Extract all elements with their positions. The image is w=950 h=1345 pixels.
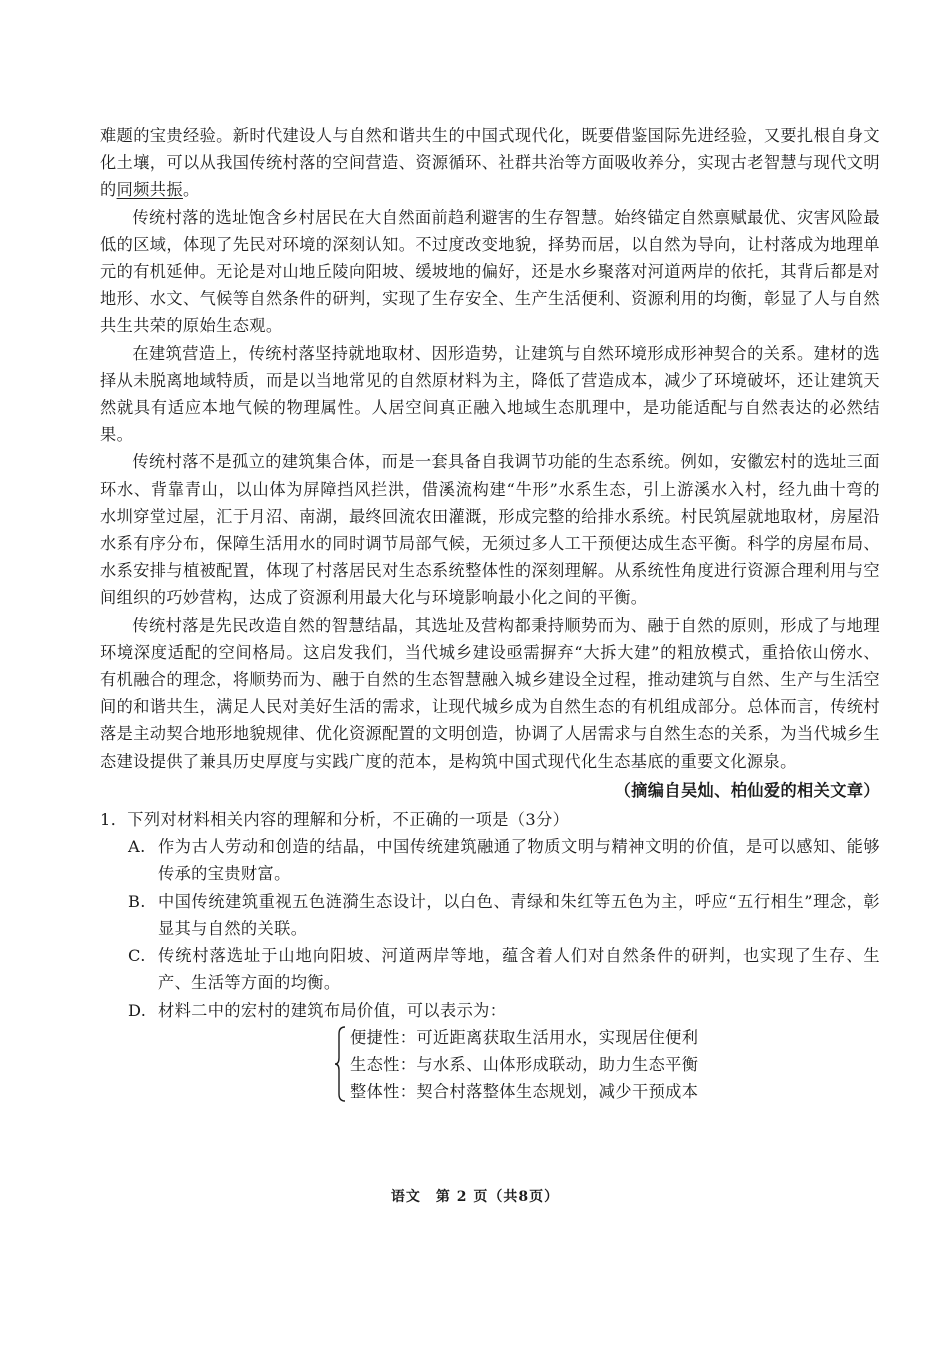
underlined-term: 同频共振 — [116, 180, 183, 200]
paragraph-0 — [100, 122, 880, 204]
brace-item-convenience: 便捷性：可近距离获取生活用水，实现居住便利 — [350, 1027, 699, 1047]
option-c-label: C. — [128, 946, 146, 966]
source-citation: （摘编自吴灿、柏仙爱的相关文章） — [614, 780, 880, 800]
brace-item-integrity: 整体性：契合村落整体生态规划，减少干预成本 — [350, 1082, 699, 1102]
option-a-label: A. — [128, 837, 146, 857]
option-a — [100, 833, 880, 887]
paragraph-3: 传统村落不是孤立的建筑集合体，而是一套具备自我调节功能的生态系统。例如，安徽宏村的选址三面环水、背靠青山，以山体为屏障挡风拦洪，借溪流构建“牛形”水系生态，引上游溪水入村，经九曲十弯的水圳穿堂过屋，汇于月沼、南湖，最终回流农田灌溉，形成完整的给排水系统。村民筑屋就地取材，房屋沿水系有序分布，保障生活用水的同时调节局部气候，无须过多人工干预便达成生态平衡。科学的房屋布局、水系安排与植被配置，体现了村落居民对生态系统整体性的深刻理解。从系统性角度进行资源合理利用与空间组织的巧妙营构，达成了资源利用最大化与环境影响最小化之间的平衡。 — [100, 452, 880, 608]
option-d — [100, 997, 880, 1024]
paragraph-0-end: 。 — [182, 180, 200, 200]
option-b — [100, 888, 880, 942]
paragraph-0-text: 难题的宝贵经验。新时代建设人与自然和谐共生的中国式现代化，既要借鉴国际先进经验，又要扎根自身文化土壤，可以从我国传统村落的空间营造、资源循环、社群共治等方面吸收养分，实现古老智慧与现代文明的 — [100, 126, 880, 200]
option-c-text: 传统村落选址于山地向阳坡、河道两岸等地，蕴含着人们对自然条件的研判，也实现了生存、生产、生活等方面的均衡。 — [158, 946, 880, 993]
option-c — [100, 942, 880, 996]
brace-item-ecology: 生态性：与水系、山体形成联动，助力生态平衡 — [350, 1054, 699, 1074]
option-b-label: B. — [128, 891, 146, 911]
page-footer: 语文 第 2 页（共8页） — [390, 1189, 560, 1205]
curly-brace-icon — [334, 1026, 346, 1102]
option-d-text: 材料二中的宏村的建筑布局价值，可以表示为： — [158, 1000, 507, 1020]
paragraph-4: 传统村落是先民改造自然的智慧结晶，其选址及营构都秉持顺势而为、融于自然的原则，形成了与地理环境深度适配的空间格局。这启发我们，当代城乡建设亟需摒弃“大拆大建”的粗放模式，重拾依山傍水、有机融合的理念，将顺势而为、融于自然的生态智慧融入城乡建设全过程，推动建筑与自然、生产与生活空间的和谐共生，满足人民对美好生活的需求，让现代城乡成为自然生态的有机组成部分。总体而言，传统村落是主动契合地形地貌规律、优化资源配置的文明创造，协调了人居需求与自然生态的关系，为当代城乡生态建设提供了兼具历史厚度与实践广度的范本，是构筑中国式现代化生态基底的重要文化源泉。 — [100, 615, 880, 771]
paragraph-1: 传统村落的选址饱含乡村居民在大自然面前趋利避害的生存智慧。始终锚定自然禀赋最优、灾害风险最低的区域，体现了先民对环境的深刻认知。不过度改变地貌，择势而居，以自然为导向，让村落成为地理单元的有机延伸。无论是对山地丘陵向阳坡、缓坡地的偏好，还是水乡聚落对河道两岸的依托，其背后都是对地形、水文、气候等自然条件的研判，实现了生存安全、生产生活便利、资源利用的均衡，彰显了人与自然共生共荣的原始生态观。 — [100, 207, 880, 336]
reading-passage — [100, 122, 880, 1105]
option-a-text: 作为古人劳动和创造的结晶，中国传统建筑融通了物质文明与精神文明的价值，是可以感知、能够传承的宝贵财富。 — [158, 837, 880, 884]
question-stem: 1．下列对材料相关内容的理解和分析，不正确的一项是（3分） — [100, 810, 570, 830]
paragraph-2: 在建筑营造上，传统村落坚持就地取材、因形造势，让建筑与自然环境形成形神契合的关系。建材的选择从未脱离地域特质，而是以当地常见的自然原材料为主，降低了营造成本，减少了环境破坏，还让建筑天然就具有适应本地气候的物理属性。人居空间真正融入地域生态肌理中，是功能适配与自然表达的必然结果。 — [100, 343, 880, 445]
value-brace-list — [340, 1024, 880, 1106]
option-b-text: 中国传统建筑重视五色涟漪生态设计，以白色、青绿和朱红等五色为主，呼应“五行相生”理念，彰显其与自然的关联。 — [158, 891, 880, 938]
option-d-label: D. — [128, 1000, 147, 1020]
